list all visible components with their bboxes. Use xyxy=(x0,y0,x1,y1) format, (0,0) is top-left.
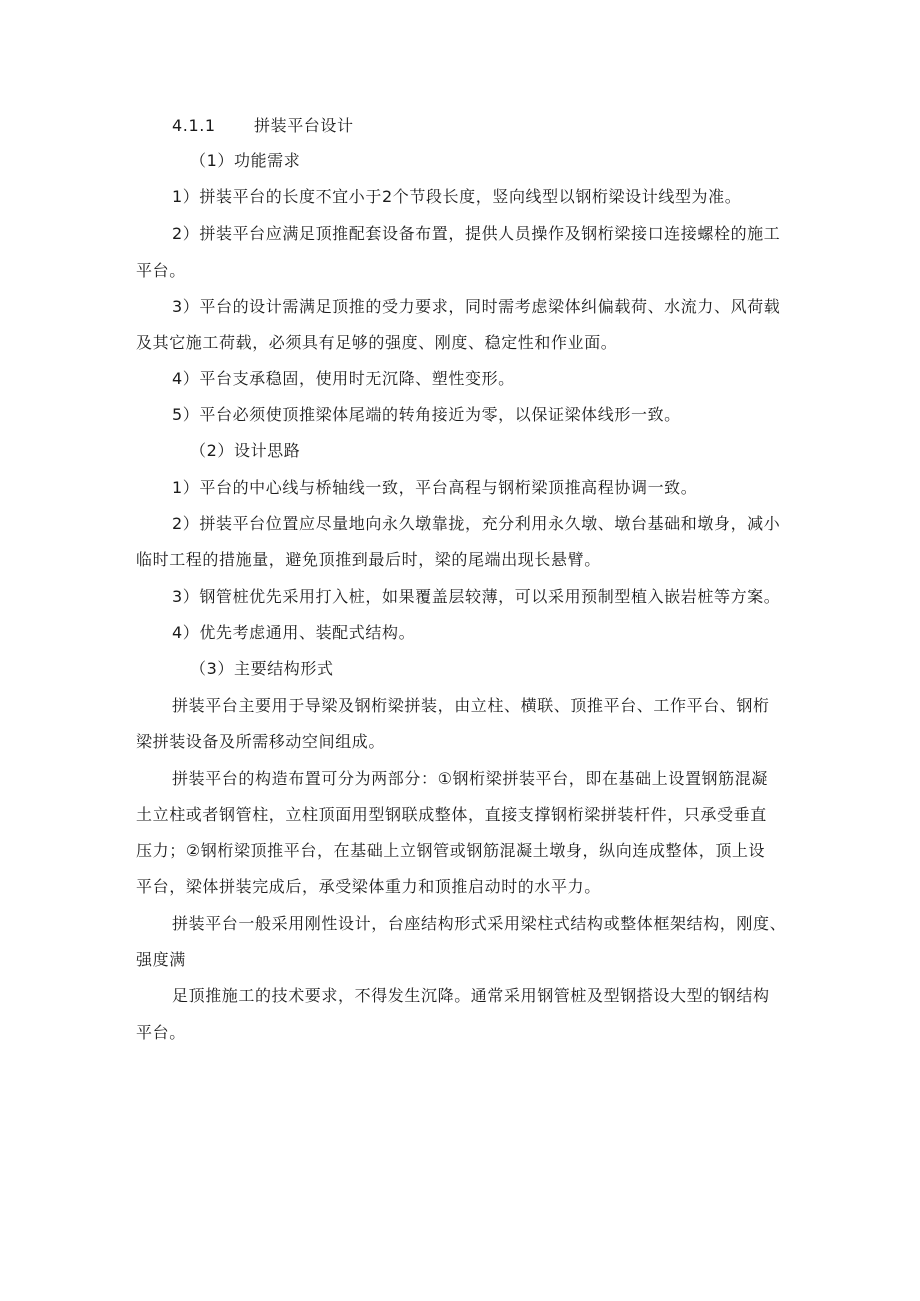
list-item-continuation: 及其它施工荷载，必须具有足够的强度、刚度、稳定性和作业面。 xyxy=(136,333,618,352)
paragraph-continuation: 平台，梁体拼装完成后，承受梁体重力和顶推启动时的水平力。 xyxy=(136,877,601,896)
section-number: 4.1.1 xyxy=(172,116,216,135)
paragraph-continuation: 土立柱或者钢管柱，立柱顶面用型钢联成整体，直接支撑钢桁梁拼装杆件，只承受垂直 xyxy=(136,805,767,824)
list-item: 4）平台支承稳固，使用时无沉降、塑性变形。 xyxy=(172,369,515,388)
list-item: 1）拼装平台的长度不宜小于2个节段长度，竖向线型以钢桁梁设计线型为准。 xyxy=(172,187,742,206)
paragraph: 拼装平台一般采用刚性设计，台座结构形式采用梁柱式结构或整体框架结构，刚度、 xyxy=(172,914,787,933)
subsection-heading-functional-requirements: （1）功能需求 xyxy=(190,151,301,170)
list-item: 2）拼装平台位置应尽量地向永久墩靠拢，充分利用永久墩、墩台基础和墩身，减小 xyxy=(172,514,781,533)
list-item: 2）拼装平台应满足顶推配套设备布置，提供人员操作及钢桁梁接口连接螺栓的施工 xyxy=(172,224,781,243)
list-item: 4）优先考虑通用、装配式结构。 xyxy=(172,623,416,642)
list-item: 1）平台的中心线与桥轴线一致，平台高程与钢桁梁顶推高程协调一致。 xyxy=(172,478,698,497)
paragraph: 拼装平台主要用于导梁及钢桁梁拼装，由立柱、横联、顶推平台、工作平台、钢桁 xyxy=(172,696,770,715)
list-item: 3）钢管桩优先采用打入桩，如果覆盖层较薄，可以采用预制型植入嵌岩桩等方案。 xyxy=(172,587,781,606)
paragraph: 足顶推施工的技术要求，不得发生沉降。通常采用钢管桩及型钢搭设大型的钢结构 xyxy=(172,986,770,1005)
paragraph-continuation: 平台。 xyxy=(136,1023,186,1042)
list-item-continuation: 临时工程的措施量，避免顶推到最后时，梁的尾端出现长悬臂。 xyxy=(136,550,601,569)
list-item-continuation: 平台。 xyxy=(136,261,186,280)
section-heading xyxy=(172,116,354,136)
list-item: 5）平台必须使顶推梁体尾端的转角接近为零，以保证梁体线形一致。 xyxy=(172,405,681,424)
paragraph: 拼装平台的构造布置可分为两部分：①钢桁梁拼装平台，即在基础上设置钢筋混凝 xyxy=(172,769,768,788)
paragraph-continuation: 强度满 xyxy=(136,950,186,969)
section-title: 拼装平台设计 xyxy=(254,116,354,135)
subsection-heading-design-approach: （2）设计思路 xyxy=(190,441,301,460)
paragraph-continuation: 梁拼装设备及所需移动空间组成。 xyxy=(136,732,386,751)
list-item: 3）平台的设计需满足顶推的受力要求，同时需考虑梁体纠偏载荷、水流力、风荷载 xyxy=(172,297,781,316)
subsection-heading-main-structure: （3）主要结构形式 xyxy=(190,659,334,678)
paragraph-continuation: 压力；②钢桁梁顶推平台，在基础上立钢管或钢筋混凝土墩身，纵向连成整体，顶上设 xyxy=(136,841,766,860)
